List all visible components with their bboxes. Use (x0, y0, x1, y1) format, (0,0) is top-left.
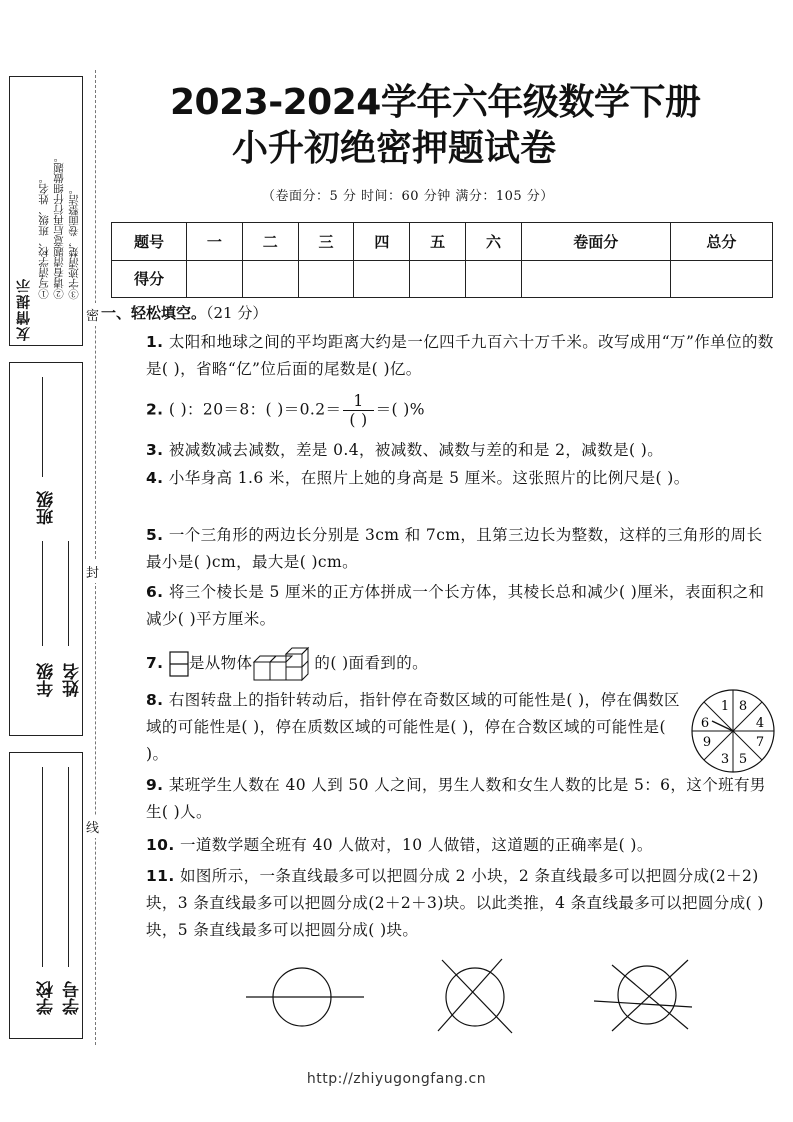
question-text: 将三个棱长是 5 厘米的正方体拼成一个长方体，其棱长总和减少( )厘米，表面积之和减少( )平方厘米。 (146, 583, 765, 628)
seal-mark-mi: 密 (86, 303, 99, 326)
question-10 (146, 832, 776, 859)
question-number: 7. (146, 654, 164, 672)
question-number: 9. (146, 776, 164, 794)
score-cell[interactable] (242, 260, 298, 298)
question-3 (146, 437, 776, 464)
class-label: 班级 (37, 491, 57, 525)
question-text-after: ＝( )% (375, 400, 425, 419)
question-1 (146, 329, 776, 383)
score-info: （卷面分：5 分 时间：60 分钟 满分：105 分） (262, 189, 554, 204)
score-header-cell: 六 (466, 223, 522, 261)
exam-title-line-1: 2023-2024学年六年级数学下册 (170, 82, 701, 123)
question-8 (146, 687, 686, 768)
spinner-number: 7 (755, 735, 765, 750)
score-header-cell: 三 (298, 223, 354, 261)
spinner-number: 6 (700, 716, 710, 731)
section-1-points: （21 分） (206, 304, 268, 322)
fraction-numerator: 1 (343, 392, 373, 411)
school-line (42, 767, 43, 967)
footer-url[interactable]: http://zhiyugongfang.cn (306, 1071, 487, 1087)
question-number: 6. (146, 583, 164, 601)
cube-stack-icon (252, 646, 314, 682)
score-table-header-row (112, 223, 773, 261)
score-cell[interactable] (670, 260, 772, 298)
score-cell[interactable] (410, 260, 466, 298)
circle-two-lines-figure (430, 955, 520, 1035)
fraction-denominator: ( ) (349, 411, 368, 429)
question-text-b: 的( )面看到的。 (314, 654, 429, 672)
question-text-before: ( )：20＝8：( )＝0.2＝ (168, 400, 342, 419)
question-number: 2. (146, 400, 164, 419)
number-line (68, 767, 69, 967)
score-table-score-row (112, 260, 773, 298)
question-text: 一个三角形的两边长分别是 3cm 和 7cm，且第三边长为整数，这样的三角形的周长最小是( )cm，最大是( )cm。 (146, 526, 763, 571)
spinner-pointer (712, 721, 733, 731)
question-text-a: 是从物体 (188, 654, 253, 672)
spinner-number: 5 (738, 752, 748, 767)
section-1-heading (101, 302, 267, 323)
section-1-title: 一、轻松填空。 (101, 304, 207, 322)
question-text: 右图转盘上的指针转动后，指针停在奇数区域的可能性是( )，停在偶数区域的可能性是( )，停在质数区域的可能性是( )，停在合数区域的可能性是( )。 (146, 691, 680, 763)
spinner-number: 9 (702, 735, 712, 750)
question-7 (146, 646, 776, 682)
question-5 (146, 522, 776, 576)
question-text: 小华身高 1.6 米，在照片上她的身高是 5 厘米。这张照片的比例尺是( )。 (168, 469, 690, 487)
score-cell[interactable] (354, 260, 410, 298)
question-text: 某班学生人数在 40 人到 50 人之间，男生人数和女生人数的比是 5：6，这个班有男生( )人。 (146, 776, 766, 821)
fraction (343, 392, 373, 429)
score-cell[interactable] (521, 260, 670, 298)
circle-three-lines-figure (590, 955, 694, 1035)
grade-label: 年级 (37, 663, 57, 697)
question-number: 1. (146, 333, 164, 351)
name-line (68, 541, 69, 646)
score-row-label: 得分 (112, 260, 187, 298)
question-number: 4. (146, 469, 164, 487)
score-header-cell: 五 (410, 223, 466, 261)
tips-title: 友情提示 (16, 277, 32, 341)
question-text: 一道数学题全班有 40 人做对，10 人做错，这道题的正确率是( )。 (180, 836, 653, 854)
class-info-box (9, 362, 83, 736)
question-9 (146, 772, 776, 826)
score-header-cell: 卷面分 (521, 223, 670, 261)
question-number: 3. (146, 441, 164, 459)
question-number: 5. (146, 526, 164, 544)
question-number: 8. (146, 691, 164, 709)
seal-mark-feng: 封 (86, 560, 99, 583)
tip-line-3: ③字迹清楚，卷面整洁。 (68, 183, 80, 299)
score-header-cell: 题号 (112, 223, 187, 261)
name-label: 姓名 (63, 663, 83, 697)
class-line (42, 377, 43, 477)
question-6 (146, 579, 776, 633)
school-label: 学校 (37, 981, 57, 1015)
question-2 (146, 392, 776, 429)
spinner-number: 1 (720, 699, 730, 714)
question-number: 10. (146, 836, 175, 854)
score-header-cell: 一 (187, 223, 243, 261)
exam-title-line-2: 小升初绝密押题试卷 (232, 128, 557, 169)
front-view-icon (169, 651, 189, 677)
school-info-box (9, 752, 83, 1039)
score-cell[interactable] (187, 260, 243, 298)
spinner-diagram (690, 688, 776, 774)
question-text: 被减数减去减数，差是 0.4，被减数、减数与差的和是 2，减数是( )。 (168, 441, 664, 459)
score-header-cell: 四 (354, 223, 410, 261)
score-header-cell: 二 (242, 223, 298, 261)
circle-one-line-figure (244, 955, 366, 1035)
tip-line-2: ②请看清题意后再行仔细做题。 (53, 152, 65, 299)
score-cell[interactable] (466, 260, 522, 298)
spinner-number: 4 (755, 716, 765, 731)
seal-line (95, 70, 96, 1045)
tips-box (9, 76, 83, 346)
question-text: 如图所示，一条直线最多可以把圆分成 2 小块，2 条直线最多可以把圆分成(2＋2)块，3 条直线最多可以把圆分成(2＋2＋3)块。以此类推，4 条直线最多可以把圆分成( )块，5 条直线最多可以把圆分成( )块。 (146, 867, 764, 939)
question-4 (146, 465, 776, 492)
question-number: 11. (146, 867, 175, 885)
spinner-number: 8 (738, 699, 748, 714)
spinner-number: 3 (720, 752, 730, 767)
score-table (111, 222, 773, 298)
question-text: 太阳和地球之间的平均距离大约是一亿四千九百六十万千米。改写成用“万”作单位的数是( )，省略“亿”位后面的尾数是( )亿。 (146, 333, 774, 378)
seal-mark-xian: 线 (86, 815, 99, 838)
number-label: 学号 (63, 981, 83, 1015)
score-cell[interactable] (298, 260, 354, 298)
grade-line (42, 541, 43, 646)
tip-line-1: ①写清学校、班级、姓名。 (38, 173, 50, 299)
score-header-cell: 总分 (670, 223, 772, 261)
question-11 (146, 863, 776, 944)
